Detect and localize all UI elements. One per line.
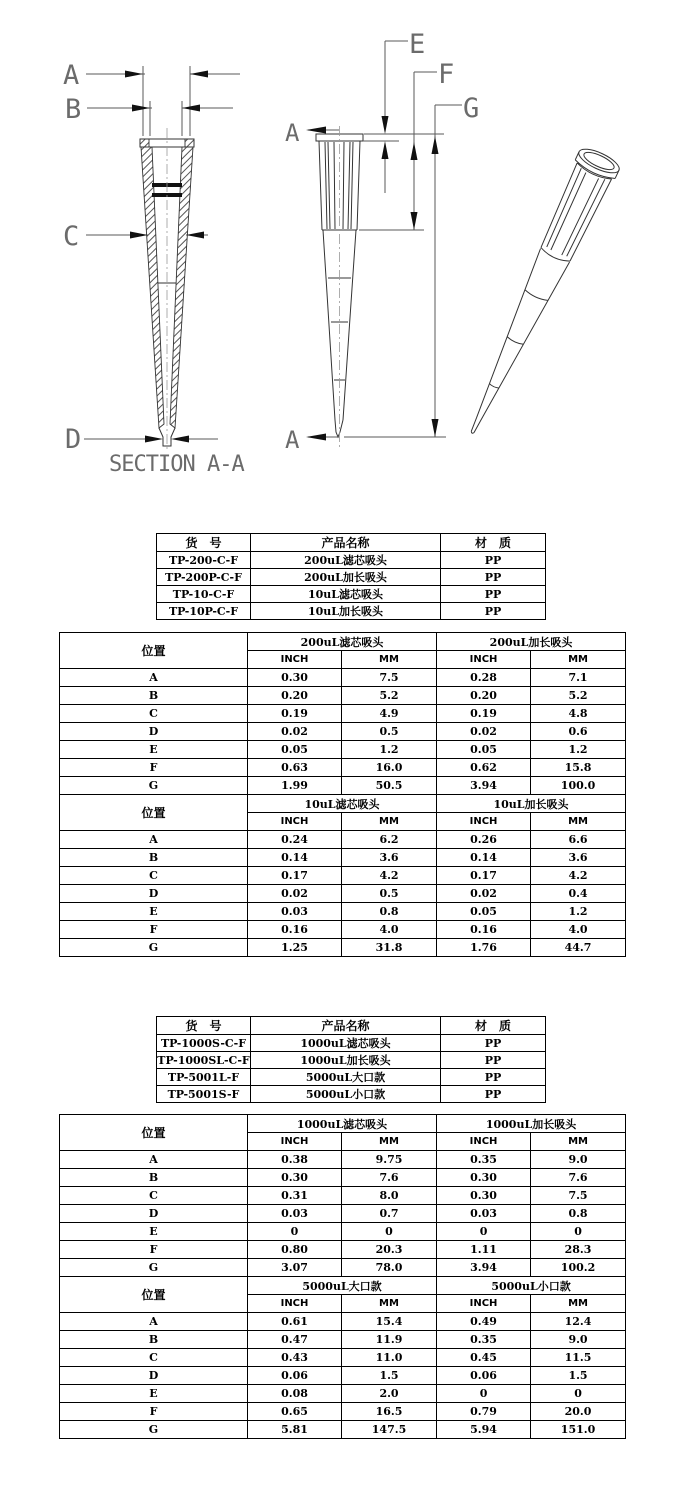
table-cell: 0	[531, 1385, 626, 1403]
table-cell: 0.19	[248, 705, 342, 723]
table-cell: 7.5	[531, 1187, 626, 1205]
table-cell: 位置	[60, 795, 248, 831]
table-cell: B	[60, 1331, 248, 1349]
table-cell: MM	[342, 1133, 437, 1151]
table-cell: 9.0	[531, 1151, 626, 1169]
table-cell: 0.16	[437, 921, 531, 939]
table-cell: 4.8	[531, 705, 626, 723]
table-cell: TP-5001S-F	[157, 1086, 251, 1103]
table-cell: 44.7	[531, 939, 626, 957]
table-cell: 0.03	[248, 903, 342, 921]
section-cut-label-bottom: A	[285, 426, 300, 454]
table-cell: 0.47	[248, 1331, 342, 1349]
table-cell: 0	[437, 1385, 531, 1403]
table-cell: 31.8	[342, 939, 437, 957]
dimension-table-200ul-10ul	[59, 632, 626, 957]
table-cell: 0.45	[437, 1349, 531, 1367]
table-cell: 10uL加长吸头	[251, 603, 441, 620]
table-cell: PP	[441, 1086, 546, 1103]
table-row	[60, 1223, 626, 1241]
table-row	[60, 687, 626, 705]
product-table-1000ul-5000ul	[156, 1016, 546, 1103]
table-cell: 7.1	[531, 669, 626, 687]
table-cell: A	[60, 1151, 248, 1169]
table-row	[157, 552, 546, 569]
table-cell: PP	[441, 569, 546, 586]
table-row	[60, 1349, 626, 1367]
table-cell: 4.2	[531, 867, 626, 885]
table-row	[60, 1241, 626, 1259]
table-cell: TP-1000S-C-F	[157, 1035, 251, 1052]
table-cell: D	[60, 723, 248, 741]
dimension-table-1000ul-5000ul	[59, 1114, 626, 1439]
table-cell: 0.14	[437, 849, 531, 867]
table-cell: MM	[342, 813, 437, 831]
table-cell: E	[60, 741, 248, 759]
table-cell: 0.02	[437, 885, 531, 903]
table-cell: 15.8	[531, 759, 626, 777]
table-row	[157, 603, 546, 620]
table-cell: INCH	[248, 651, 342, 669]
table-cell: 9.75	[342, 1151, 437, 1169]
table-row	[60, 777, 626, 795]
table-group-header-row	[60, 795, 626, 813]
table-row	[60, 723, 626, 741]
table-cell: TP-1000SL-C-F	[157, 1053, 250, 1067]
table-cell: INCH	[248, 1295, 342, 1313]
table-cell: 5000uL小口款	[251, 1086, 441, 1103]
table-cell: 0.38	[248, 1151, 342, 1169]
table-cell: 0.16	[248, 921, 342, 939]
table-cell: 0	[437, 1223, 531, 1241]
table-cell: MM	[342, 651, 437, 669]
table-cell: 7.6	[342, 1169, 437, 1187]
table-cell: TP-200P-C-F	[157, 569, 251, 586]
table-cell: 0.05	[437, 903, 531, 921]
table-cell: 7.5	[342, 669, 437, 687]
table-cell: 5.81	[248, 1421, 342, 1439]
table-cell: 15.4	[342, 1313, 437, 1331]
table-cell: 货 号	[157, 534, 251, 552]
table-cell: 16.5	[342, 1403, 437, 1421]
tip-mouth	[576, 144, 623, 177]
table-cell: 10uL滤芯吸头	[248, 795, 437, 813]
table-cell: 0.28	[437, 669, 531, 687]
technical-drawing	[0, 0, 700, 495]
table-cell: 4.0	[531, 921, 626, 939]
table-cell: 0.03	[248, 1205, 342, 1223]
table-cell: INCH	[437, 1295, 531, 1313]
table-row	[60, 759, 626, 777]
table-cell: 10uL加长吸头	[437, 795, 626, 813]
dim-label-e: E	[409, 29, 426, 60]
table-cell: PP	[441, 552, 546, 569]
table-cell: 8.0	[342, 1187, 437, 1205]
table-cell: 0.20	[248, 687, 342, 705]
table-cell: 产品名称	[251, 534, 441, 552]
table-cell: 1000uL加长吸头	[437, 1115, 626, 1133]
table-cell: 0.03	[437, 1205, 531, 1223]
table-cell: 3.6	[531, 849, 626, 867]
table-cell: A	[60, 1313, 248, 1331]
table-cell: 7.6	[531, 1169, 626, 1187]
table-row	[60, 939, 626, 957]
table-cell: 0.61	[248, 1313, 342, 1331]
table-cell: 1.99	[248, 777, 342, 795]
table-cell: INCH	[437, 813, 531, 831]
table-cell: 1000uL滤芯吸头	[251, 1035, 441, 1052]
dim-label-g: G	[463, 93, 480, 124]
table-cell: 16.0	[342, 759, 437, 777]
table-cell: 0.31	[248, 1187, 342, 1205]
table-cell: TP-10-C-F	[157, 586, 251, 603]
table-row	[60, 1259, 626, 1277]
table-cell: 0.5	[342, 885, 437, 903]
table-cell: 11.5	[531, 1349, 626, 1367]
table-row	[60, 1205, 626, 1223]
table-cell: 20.3	[342, 1241, 437, 1259]
isometric-view	[452, 144, 622, 442]
table-cell: C	[60, 705, 248, 723]
table-row	[60, 1403, 626, 1421]
table-cell: 产品名称	[251, 1017, 441, 1035]
table-cell: 材 质	[441, 534, 546, 552]
table-cell: 0.19	[437, 705, 531, 723]
table-cell: A	[60, 669, 248, 687]
table-row	[157, 1035, 546, 1052]
table-cell: 0.20	[437, 687, 531, 705]
table-header-row	[157, 1017, 546, 1035]
table-cell: 0.08	[248, 1385, 342, 1403]
table-cell: 0.30	[437, 1169, 531, 1187]
table-cell: 1.2	[531, 903, 626, 921]
table-row	[60, 1367, 626, 1385]
table-cell: 4.2	[342, 867, 437, 885]
table-row	[60, 1421, 626, 1439]
table-cell: F	[60, 1403, 248, 1421]
table-cell: F	[60, 921, 248, 939]
flange-hatch-right	[185, 139, 194, 147]
table-cell: 0	[342, 1223, 437, 1241]
table-cell: PP	[441, 586, 546, 603]
table-cell: 位置	[60, 1115, 248, 1151]
table-cell: INCH	[437, 1133, 531, 1151]
table-cell: 12.4	[531, 1313, 626, 1331]
table-cell: MM	[342, 1295, 437, 1313]
table-cell: 0.06	[248, 1367, 342, 1385]
table-row	[60, 885, 626, 903]
table-cell: 0.35	[437, 1331, 531, 1349]
table-cell: D	[60, 1205, 248, 1223]
table-cell: 200uL滤芯吸头	[251, 552, 441, 569]
table-row	[60, 921, 626, 939]
table-cell: 1.5	[342, 1367, 437, 1385]
table-cell: 0.02	[248, 885, 342, 903]
table-cell: 0.7	[342, 1205, 437, 1223]
table-row	[157, 1086, 546, 1103]
table-cell: 1000uL滤芯吸头	[248, 1115, 437, 1133]
table-cell: INCH	[437, 651, 531, 669]
dim-label-f: F	[438, 59, 455, 90]
table-cell: MM	[531, 1133, 626, 1151]
table-cell: 0.17	[437, 867, 531, 885]
table-cell: 5.2	[531, 687, 626, 705]
table-cell: 3.07	[248, 1259, 342, 1277]
section-title: SECTION A-A	[109, 452, 244, 477]
table-cell: PP	[441, 1035, 546, 1052]
table-cell: 0.26	[437, 831, 531, 849]
table-cell: 0.62	[437, 759, 531, 777]
table-cell: 0.05	[248, 741, 342, 759]
table-cell: 货 号	[157, 1017, 251, 1035]
table-row	[60, 669, 626, 687]
table-cell: 位置	[60, 633, 248, 669]
table-cell: 位置	[60, 1277, 248, 1313]
table-cell: 28.3	[531, 1241, 626, 1259]
table-cell: 0.05	[437, 741, 531, 759]
table-group-header-row	[60, 633, 626, 651]
table-cell: 0.79	[437, 1403, 531, 1421]
flange-hatch-left	[140, 139, 149, 147]
table-cell: 0	[248, 1223, 342, 1241]
table-cell: 0.65	[248, 1403, 342, 1421]
table-cell: TP-10P-C-F	[157, 603, 251, 620]
table-cell: 0.30	[248, 1169, 342, 1187]
dim-label-d: D	[65, 424, 82, 455]
table-cell: 20.0	[531, 1403, 626, 1421]
table-cell: 0.5	[342, 723, 437, 741]
table-cell: 0.30	[248, 669, 342, 687]
table-cell: 0.4	[531, 885, 626, 903]
table-cell: INCH	[248, 1133, 342, 1151]
table-group-header-row	[60, 1115, 626, 1133]
side-view-dimensions	[285, 29, 479, 454]
product-table-200ul-10ul	[156, 533, 546, 620]
table-group-header-row	[60, 1277, 626, 1295]
table-cell: G	[60, 1421, 248, 1439]
table-cell: 78.0	[342, 1259, 437, 1277]
table-cell: G	[60, 1259, 248, 1277]
dim-label-a: A	[63, 60, 80, 91]
table-row	[60, 1313, 626, 1331]
table-cell: 1.25	[248, 939, 342, 957]
table-header-row	[157, 534, 546, 552]
table-cell: 3.94	[437, 777, 531, 795]
table-cell: 1.11	[437, 1241, 531, 1259]
table-row	[60, 705, 626, 723]
table-cell: 5000uL大口款	[248, 1277, 437, 1295]
table-cell: 5.94	[437, 1421, 531, 1439]
table-cell: 2.0	[342, 1385, 437, 1403]
table-row	[60, 831, 626, 849]
table-cell: E	[60, 1385, 248, 1403]
table-cell: PP	[441, 603, 546, 620]
dim-label-c: C	[63, 221, 80, 252]
table-cell: 0.02	[437, 723, 531, 741]
table-cell: TP-5001L-F	[157, 1069, 251, 1086]
table-cell: 3.6	[342, 849, 437, 867]
table-cell: MM	[531, 651, 626, 669]
table-cell: D	[60, 1367, 248, 1385]
table-cell: 0.24	[248, 831, 342, 849]
table-cell: F	[60, 759, 248, 777]
table-row	[60, 903, 626, 921]
table-cell: PP	[441, 1052, 546, 1069]
table-cell: 0.8	[531, 1205, 626, 1223]
table-cell: 6.6	[531, 831, 626, 849]
table-cell: 1.76	[437, 939, 531, 957]
table-cell: 9.0	[531, 1331, 626, 1349]
table-cell: 100.2	[531, 1259, 626, 1277]
table-row	[60, 1331, 626, 1349]
table-cell: E	[60, 903, 248, 921]
table-cell: MM	[531, 813, 626, 831]
wall-right	[170, 147, 193, 428]
table-row	[157, 1069, 546, 1086]
table-cell: 0.30	[437, 1187, 531, 1205]
table-cell: 3.94	[437, 1259, 531, 1277]
table-cell: 1000uL加长吸头	[251, 1052, 441, 1069]
table-cell: 0.14	[248, 849, 342, 867]
dim-label-b: B	[65, 94, 82, 125]
table-cell: TP-200-C-F	[157, 552, 251, 569]
table-row	[60, 849, 626, 867]
table-cell: 0.02	[248, 723, 342, 741]
collar-ribs	[325, 142, 353, 229]
table-cell: B	[60, 849, 248, 867]
table-cell: 材 质	[441, 1017, 546, 1035]
table-row	[157, 586, 546, 603]
table-row	[60, 1187, 626, 1205]
table-cell: 6.2	[342, 831, 437, 849]
table-row	[60, 1385, 626, 1403]
table-row	[60, 1169, 626, 1187]
table-cell: 200uL加长吸头	[251, 569, 441, 586]
table-cell: B	[60, 1169, 248, 1187]
table-cell: 1.5	[531, 1367, 626, 1385]
table-cell: 5000uL大口款	[251, 1069, 441, 1086]
table-cell: 0.17	[248, 867, 342, 885]
table-cell: 5000uL小口款	[437, 1277, 626, 1295]
side-view	[316, 126, 363, 450]
table-cell: 4.0	[342, 921, 437, 939]
table-cell: 0.6	[531, 723, 626, 741]
table-cell: 0.80	[248, 1241, 342, 1259]
section-view	[140, 128, 194, 452]
table-cell: C	[60, 1349, 248, 1367]
table-cell: C	[60, 867, 248, 885]
table-cell: A	[60, 831, 248, 849]
section-cut-label-top: A	[285, 119, 300, 147]
table-cell: 1.2	[531, 741, 626, 759]
table-cell: 147.5	[342, 1421, 437, 1439]
table-row	[60, 741, 626, 759]
table-cell: 0.06	[437, 1367, 531, 1385]
table-cell: 10uL滤芯吸头	[251, 586, 441, 603]
table-cell: 11.9	[342, 1331, 437, 1349]
table-cell: 0.63	[248, 759, 342, 777]
table-cell: 151.0	[531, 1421, 626, 1439]
table-cell: INCH	[248, 813, 342, 831]
table-cell: G	[60, 777, 248, 795]
table-row	[60, 867, 626, 885]
table-cell: C	[60, 1187, 248, 1205]
table-cell: D	[60, 885, 248, 903]
table-cell: PP	[441, 1069, 546, 1086]
table-row	[60, 1151, 626, 1169]
table-row	[157, 1052, 546, 1069]
table-cell: 0.43	[248, 1349, 342, 1367]
table-cell: 0.8	[342, 903, 437, 921]
table-cell: B	[60, 687, 248, 705]
table-cell: MM	[531, 1295, 626, 1313]
table-cell: 0.49	[437, 1313, 531, 1331]
table-cell: 5.2	[342, 687, 437, 705]
table-cell: 4.9	[342, 705, 437, 723]
table-cell: 100.0	[531, 777, 626, 795]
table-cell: 0	[531, 1223, 626, 1241]
table-cell: E	[60, 1223, 248, 1241]
table-cell: 0.35	[437, 1151, 531, 1169]
wall-left	[141, 147, 164, 428]
table-cell: 200uL滤芯吸头	[248, 633, 437, 651]
table-cell: 200uL加长吸头	[437, 633, 626, 651]
table-cell: G	[60, 939, 248, 957]
table-row	[157, 569, 546, 586]
table-cell: 1.2	[342, 741, 437, 759]
table-cell: 50.5	[342, 777, 437, 795]
table-cell: 11.0	[342, 1349, 437, 1367]
table-cell: F	[60, 1241, 248, 1259]
